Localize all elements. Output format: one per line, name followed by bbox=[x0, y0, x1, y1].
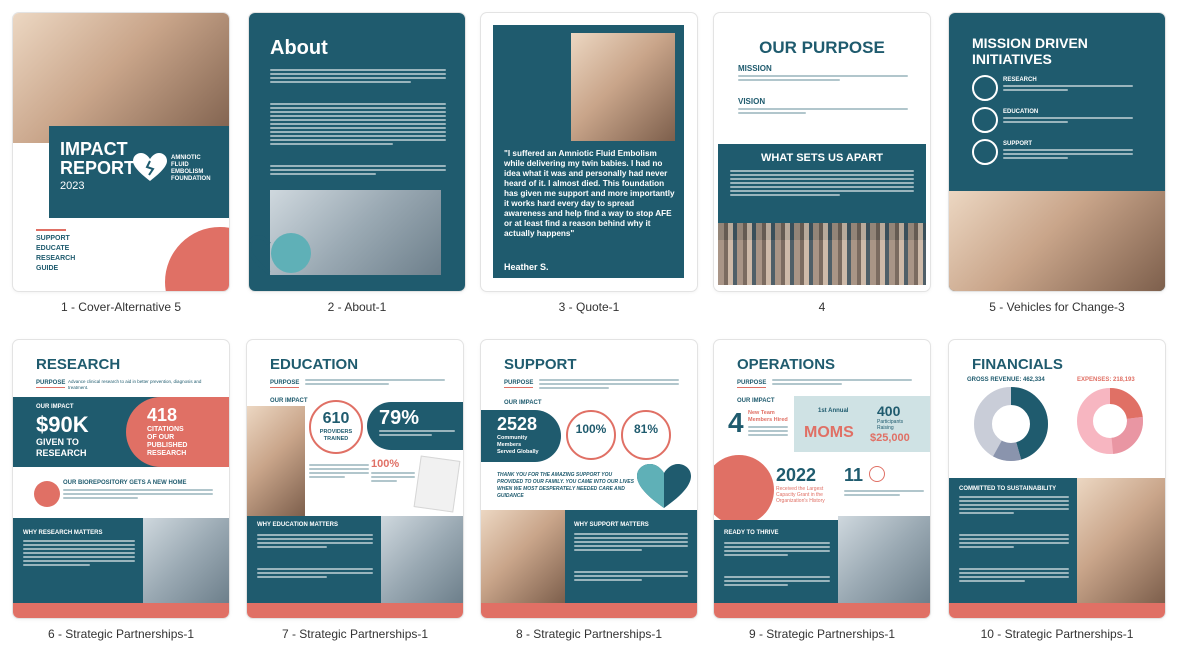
menu-item: RESEARCH bbox=[36, 255, 76, 262]
page-caption: 10 - Strategic Partnerships-1 bbox=[980, 627, 1134, 641]
team-label: Members Hired bbox=[748, 417, 788, 423]
page-caption: 6 - Strategic Partnerships-1 bbox=[47, 627, 195, 641]
heart-outline-icon bbox=[249, 235, 289, 275]
quote-author: Heather S. bbox=[504, 262, 549, 272]
mission-text bbox=[738, 75, 908, 83]
grant-label: Organization's History bbox=[776, 498, 825, 504]
group-photo bbox=[949, 191, 1165, 291]
members-label: Served Globally bbox=[497, 449, 539, 455]
photo-collage bbox=[718, 223, 926, 285]
why-text bbox=[23, 540, 135, 568]
stat-value-1: 100% bbox=[575, 422, 607, 436]
page-caption: 7 - Strategic Partnerships-1 bbox=[281, 627, 429, 641]
why-title: WHY EDUCATION MATTERS bbox=[257, 522, 338, 528]
classroom-photo bbox=[381, 516, 463, 603]
purpose-text bbox=[772, 379, 912, 387]
impact-value: $90K bbox=[36, 412, 89, 437]
providers-photo bbox=[247, 406, 305, 516]
menu-item: GUIDE bbox=[36, 265, 59, 272]
impact-label: OUR IMPACT bbox=[270, 398, 308, 404]
expenses-donut-chart bbox=[1073, 384, 1147, 458]
heart-logo-icon bbox=[637, 464, 691, 510]
page-preview bbox=[481, 340, 697, 618]
revenue-label: GROSS REVENUE: 462,334 bbox=[967, 377, 1045, 383]
page-preview bbox=[249, 13, 465, 291]
thrive-text bbox=[724, 542, 830, 588]
cover-title-line1: IMPACT bbox=[60, 139, 128, 159]
grant-year: 2022 bbox=[776, 465, 817, 485]
providers-value: 610 bbox=[322, 410, 350, 427]
team-roles bbox=[748, 426, 788, 438]
apart-text bbox=[730, 170, 914, 198]
org-name-line4: FOUNDATION bbox=[171, 176, 211, 182]
initiatives-title-line2: INITIATIVES bbox=[972, 51, 1052, 67]
expenses-label: EXPENSES: 218,193 bbox=[1077, 377, 1135, 383]
initiatives-title-line1: MISSION DRIVEN bbox=[972, 35, 1088, 51]
revenue-donut-chart bbox=[971, 384, 1051, 464]
why-title: WHY RESEARCH MATTERS bbox=[23, 530, 103, 536]
impact-label: OUR IMPACT bbox=[737, 398, 775, 404]
citations-label: OF OUR bbox=[147, 434, 175, 441]
page-caption: 5 - Vehicles for Change-3 bbox=[989, 300, 1125, 314]
moms-title: MOMS bbox=[804, 424, 854, 441]
initiative-label: EDUCATION bbox=[1003, 109, 1039, 115]
menu-item: EDUCATE bbox=[36, 245, 70, 252]
providers-label: TRAINED bbox=[323, 436, 349, 442]
page-preview bbox=[714, 13, 930, 291]
stat-value-2: 81% bbox=[633, 422, 659, 436]
purpose-text: Advance clinical research to aid in better prevention, diagnosis and treatment. bbox=[68, 379, 202, 390]
cover-photo bbox=[13, 13, 229, 143]
initiative-text bbox=[1003, 85, 1133, 93]
home-icon bbox=[34, 481, 60, 507]
mission-label: MISSION bbox=[738, 64, 772, 73]
menu-item: SUPPORT bbox=[36, 235, 70, 242]
participants-label: Raising bbox=[877, 425, 894, 431]
members-label: Community bbox=[497, 435, 528, 441]
page-thumbnail-5[interactable] bbox=[949, 13, 1165, 291]
impact-sub: RESEARCH bbox=[36, 448, 87, 458]
decorative-semicircle bbox=[165, 227, 229, 291]
purpose-text bbox=[305, 379, 445, 387]
team-value: 4 bbox=[728, 407, 744, 438]
impact-label: OUR IMPACT bbox=[504, 400, 542, 406]
ambassadors-value: 11 bbox=[844, 465, 864, 485]
vision-text bbox=[738, 108, 908, 116]
page-thumbnail-4[interactable] bbox=[714, 13, 930, 291]
page-caption: 4 bbox=[818, 300, 826, 314]
moms-label: 1st Annual bbox=[818, 408, 849, 414]
purpose-label: PURPOSE bbox=[270, 380, 300, 386]
bank-circle bbox=[714, 455, 774, 525]
pct-text-2 bbox=[371, 472, 415, 484]
citations-label: RESEARCH bbox=[147, 450, 187, 457]
initiative-label: RESEARCH bbox=[1003, 77, 1037, 83]
grant-label: Received the Largest bbox=[776, 486, 824, 492]
cover-title-line2: REPORT bbox=[60, 158, 136, 178]
citations-label: PUBLISHED bbox=[147, 442, 188, 449]
lab-photo bbox=[143, 518, 229, 603]
thrive-title: READY TO THRIVE bbox=[724, 530, 779, 536]
page-preview bbox=[13, 13, 229, 291]
heart-support-icon bbox=[972, 139, 998, 165]
purpose-label: PURPOSE bbox=[36, 380, 66, 386]
heart-logo-icon bbox=[133, 153, 167, 183]
team-label: New Team bbox=[748, 410, 775, 416]
purpose-title: OUR PURPOSE bbox=[759, 38, 885, 57]
why-title: WHY SUPPORT MATTERS bbox=[574, 522, 649, 528]
footer-bar bbox=[13, 603, 229, 618]
page-preview bbox=[949, 13, 1165, 291]
page-preview bbox=[714, 340, 930, 618]
page-preview bbox=[949, 340, 1165, 618]
award-icon bbox=[869, 466, 885, 482]
purpose-label: PURPOSE bbox=[504, 380, 534, 386]
why-text bbox=[257, 534, 373, 580]
research-title: RESEARCH bbox=[36, 356, 121, 373]
pct-text bbox=[379, 430, 455, 438]
impact-sub: GIVEN TO bbox=[36, 437, 79, 447]
vision-label: VISION bbox=[738, 97, 766, 106]
footer-bar bbox=[247, 603, 463, 618]
support-group-photo bbox=[481, 510, 565, 603]
page-thumbnail-8[interactable] bbox=[481, 340, 697, 618]
operations-title: OPERATIONS bbox=[737, 356, 836, 373]
education-title: EDUCATION bbox=[270, 356, 359, 373]
page-caption: 2 - About-1 bbox=[327, 300, 387, 314]
about-body-text bbox=[270, 69, 446, 177]
accent-line bbox=[36, 229, 66, 231]
family-photo bbox=[571, 33, 675, 141]
initiative-text bbox=[1003, 149, 1133, 161]
financials-title: FINANCIALS bbox=[972, 356, 1063, 373]
page-thumbnail-6[interactable] bbox=[13, 340, 229, 618]
page-thumbnail-10[interactable] bbox=[949, 340, 1165, 618]
ambassadors-text bbox=[844, 490, 924, 498]
members-value: 2528 bbox=[497, 414, 538, 434]
page-caption: 9 - Strategic Partnerships-1 bbox=[748, 627, 896, 641]
citations-value: 418 bbox=[147, 405, 178, 425]
sustain-title: COMMITTED TO SUSTAINABILITY bbox=[959, 486, 1057, 492]
page-caption: 1 - Cover-Alternative 5 bbox=[60, 300, 182, 314]
pct-value: 79% bbox=[379, 407, 420, 429]
page-caption: 3 - Quote-1 bbox=[558, 300, 620, 314]
org-name-line2: FLUID bbox=[171, 162, 189, 168]
sustain-text bbox=[959, 496, 1069, 584]
page-thumbnail-1[interactable] bbox=[13, 13, 229, 291]
footer-bar bbox=[714, 603, 930, 618]
about-title: About bbox=[270, 37, 328, 59]
page-thumbnail-7[interactable] bbox=[247, 340, 463, 618]
pct-value-2: 100% bbox=[371, 458, 400, 470]
desk-photo bbox=[1077, 478, 1165, 603]
quote-text: "I suffered an Amniotic Fluid Embolism while delivering my twin babies. I had no idea what it was and personally had never heard of it. I almost died. This foundation has given me support and more importantly it works hard every day to spread awareness and help find a way to stop AFE or at least find a reason behind why it actually happens" bbox=[504, 149, 675, 238]
apart-title: WHAT SETS US APART bbox=[760, 152, 883, 164]
raised-value: $25,000 bbox=[870, 432, 910, 444]
team-photo bbox=[838, 516, 930, 603]
microscope-icon bbox=[972, 75, 998, 101]
page-preview bbox=[13, 340, 229, 618]
impact-label: OUR IMPACT bbox=[36, 404, 74, 410]
page-preview bbox=[481, 13, 697, 291]
support-title: SUPPORT bbox=[504, 356, 577, 373]
purpose-text bbox=[539, 379, 679, 391]
page-thumbnail-3[interactable] bbox=[481, 13, 697, 291]
education-icon bbox=[972, 107, 998, 133]
members-label: Members bbox=[497, 442, 522, 448]
providers-label: PROVIDERS bbox=[319, 429, 353, 435]
thanks-quote: THANK YOU FOR THE AMAZING SUPPORT YOU PROVIDED TO OUR FAMILY. YOU CAME INTO OUR LIVES WHEN WE MOST DESPERATELY NEEDED CARE AND GUIDANCE bbox=[497, 472, 634, 499]
page-caption: 8 - Strategic Partnerships-1 bbox=[515, 627, 663, 641]
page-preview bbox=[247, 340, 463, 618]
document-image bbox=[414, 455, 461, 512]
participants-label: Participants bbox=[877, 419, 904, 425]
page-thumbnail-2[interactable] bbox=[249, 13, 465, 291]
repo-text bbox=[63, 489, 213, 501]
org-name-line1: AMNIOTIC bbox=[171, 155, 201, 161]
testimonial-text bbox=[309, 464, 369, 480]
initiative-text bbox=[1003, 117, 1133, 125]
repo-title: OUR BIOREPOSITORY GETS A NEW HOME bbox=[63, 480, 187, 486]
footer-bar bbox=[949, 603, 1165, 618]
org-name-line3: EMBOLISM bbox=[171, 169, 204, 175]
initiative-label: SUPPORT bbox=[1003, 141, 1033, 147]
why-text bbox=[574, 533, 688, 583]
citations-label: CITATIONS bbox=[147, 426, 184, 433]
cover-year: 2023 bbox=[60, 180, 85, 192]
purpose-label: PURPOSE bbox=[737, 380, 767, 386]
participants-value: 400 bbox=[877, 403, 901, 419]
page-thumbnail-9[interactable] bbox=[714, 340, 930, 618]
grant-label: Capacity Grant in the bbox=[776, 492, 823, 498]
footer-bar bbox=[481, 603, 697, 618]
